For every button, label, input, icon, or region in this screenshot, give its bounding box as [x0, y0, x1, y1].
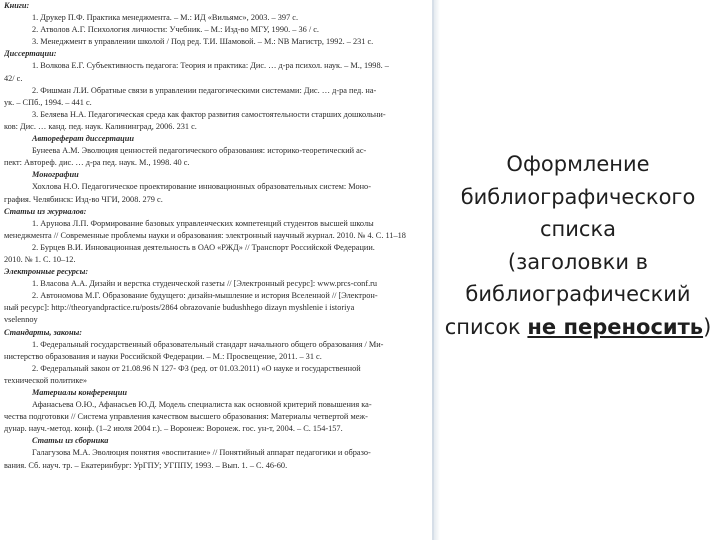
section-heading: Монографии: [32, 170, 79, 180]
bibliography-line: ный ресурс]: http://theoryandpractice.ru/posts/2864 obrazovanie budushhego dizayn myshlenie i istoriya: [4, 303, 355, 313]
bibliography-line: вания. Сб. науч. тр. – Екатеринбург: УрГПУ; УГППУ, 1993. – Вып. 1. – С. 46-60.: [4, 460, 288, 470]
title-prefix: список: [444, 314, 528, 339]
bibliography-line: 1. Волкова Е.Г. Субъективность педагога: Теория и практика: Дис. … д-ра психол. наук. – М., 1998. –: [32, 61, 389, 71]
bibliography-line: 3. Менеджмент в управлении школой / Под ред. Т.И. Шамовой. – М.: NB Магистр, 1992. – 231 с.: [32, 37, 374, 47]
bibliography-scan: [4, 0, 424, 540]
section-heading: Статьи из сборника: [32, 436, 109, 446]
bibliography-line: Афанасьева О.Ю., Афанасьев Ю.Д. Модель специалиста как основной критерий повышения ка-: [32, 400, 372, 410]
bibliography-line: нистерство образования и науки Российской Федерации. – М.: Просвещение, 2011. – 31 с.: [4, 351, 322, 361]
bibliography-line: Хохлова Н.О. Педагогическое проектирование инновационных образовательных систем: Моно-: [32, 182, 371, 192]
slide-title: [436, 148, 720, 343]
bibliography-line: 1. Власова А.А. Дизайн и верстка студенческой газеты // [Электронный ресурс]: www.prcs-conf.ru: [32, 279, 378, 289]
title-emphasis: не переносить: [527, 314, 704, 339]
bibliography-line: 2. Фишман Л.И. Обратные связи в управлении педагогическими системами: Дис. … д-ра пед. на-: [32, 85, 377, 95]
section-heading: Стандарты, законы:: [4, 327, 83, 337]
bibliography-line: пект: Автореф. дис. … д-ра пед. наук. М., 1998. 40 с.: [4, 158, 190, 168]
bibliography-line: 2. Федеральный закон от 21.08.96 N 127- ФЗ (ред. от 01.03.2011) «О науке и государственной: [32, 363, 361, 373]
section-heading: Автореферат диссертации: [32, 134, 134, 144]
bibliography-line: 1. Федеральный государственный образовательный стандарт начального общего образования / Ми-: [32, 339, 384, 349]
bibliography-line: 2. Бурцев В.И. Инновационная деятельность в ОАО «РЖД» // Транспорт Российской Федерации.: [32, 242, 375, 252]
bibliography-line: 1. Друкер П.Ф. Практика менеджмента. – М.: ИД «Вильямс», 2003. – 397 с.: [32, 13, 299, 23]
bibliography-line: ков: Дис. … канд. пед. наук. Калининград, 2006. 231 с.: [4, 121, 197, 131]
bibliography-line: чества подготовки // Система управления качеством высшего образования: Материалы четвертой меж-: [4, 412, 368, 422]
bibliography-line: 2. Атволов А.Г. Психология личности: Учебник. – М.: Изд-во МГУ, 1990. – 36 / с.: [32, 25, 320, 35]
title-line: библиографического: [460, 184, 696, 209]
section-heading: Статьи из журналов:: [4, 206, 87, 216]
bibliography-line: технической политике»: [4, 375, 88, 385]
title-line-last: [436, 311, 720, 344]
bibliography-line: менеджмента // Современные проблемы науки и образования: электронный научный журнал. 2010. № 4. С. 11–18: [4, 230, 406, 240]
title-suffix: ): [703, 314, 712, 339]
title-line: списка: [539, 217, 617, 241]
title-line: Оформление: [506, 152, 650, 176]
section-heading: Материалы конференции: [32, 388, 127, 397]
bibliography-line: 1. Арунова Л.П. Формирование базовых управленческих компетенций студентов высшей школы: [32, 218, 374, 228]
bibliography-line: графия. Челябинск: Изд-во ЧГИ, 2008. 279 с.: [4, 194, 163, 204]
title-line: библиографический: [465, 282, 691, 306]
bibliography-line: 2. Автономова М.Г. Образование будущего: дизайн-мышление и история Вселенной // [Электрон-: [32, 291, 378, 301]
section-heading: Диссертации:: [4, 49, 57, 59]
bibliography-line: vselennoy: [4, 315, 38, 325]
bibliography-line: 2010. № 1. С. 10–12.: [4, 254, 76, 264]
bibliography-line: 3. Беляева Н.А. Педагогическая среда как фактор развития самостоятельности старших дошкольни-: [32, 109, 386, 119]
title-line: (заголовки в: [507, 249, 649, 274]
bibliography-line: Галагузова М.А. Эволюция понятия «воспитание» // Понятийный аппарат педагогики и образо-: [32, 448, 371, 458]
bibliography-line: Бунеева А.М. Эволюция ценностей педагогического образования: историко-теоретический ас-: [32, 146, 367, 156]
bibliography-line: ук. – СПб., 1994. – 441 с.: [4, 97, 92, 107]
section-heading: Книги:: [4, 1, 30, 10]
section-heading: Электронные ресурсы:: [4, 267, 89, 277]
bibliography-line: 42/ с.: [4, 73, 23, 83]
bibliography-line: дунар. науч.-метод. конф. (1–2 июля 2004 г.). – Воронеж: Воронеж. гос. ун-т, 2004. – С. 154-157.: [4, 424, 343, 434]
